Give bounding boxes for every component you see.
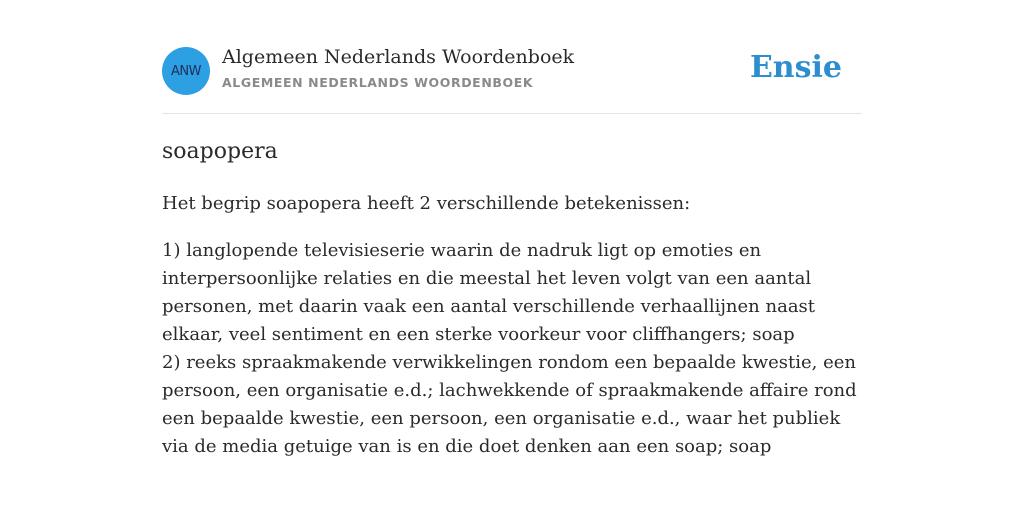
definition-list [162,237,864,461]
source-header [162,46,862,96]
ensie-brand-link[interactable]: Ensie [749,50,842,85]
source-title[interactable]: Algemeen Nederlands Woordenboek [222,46,575,68]
entry-intro: Het begrip soapopera heeft 2 verschillende betekenissen: [162,193,691,214]
header-divider [162,113,862,114]
source-subtitle: ALGEMEEN NEDERLANDS WOORDENBOEK [222,75,534,90]
definition-1: 1) langlopende televisieserie waarin de nadruk ligt op emoties en interpersoonlijke relaties en die meestal het leven volgt van een aantal personen, met daarin vaak een aantal verschillende verhaallijnen naast elkaar, veel sentiment en een sterke voorkeur voor cliffhangers; soap [162,240,816,345]
anw-logo[interactable] [162,47,210,95]
definition-2: 2) reeks spraakmakende verwikkelingen rondom een bepaalde kwestie, een persoon, een organisatie e.d.; lachwekkende of spraakmakende affaire rond een bepaalde kwestie, een persoon, een organisatie e.d., waar het publiek via de media getuige van is en die doet denken aan een soap; soap [162,352,857,457]
anw-logo-text: ANW [171,63,201,79]
entry-term: soapopera [162,139,278,164]
entry-content [162,136,864,461]
